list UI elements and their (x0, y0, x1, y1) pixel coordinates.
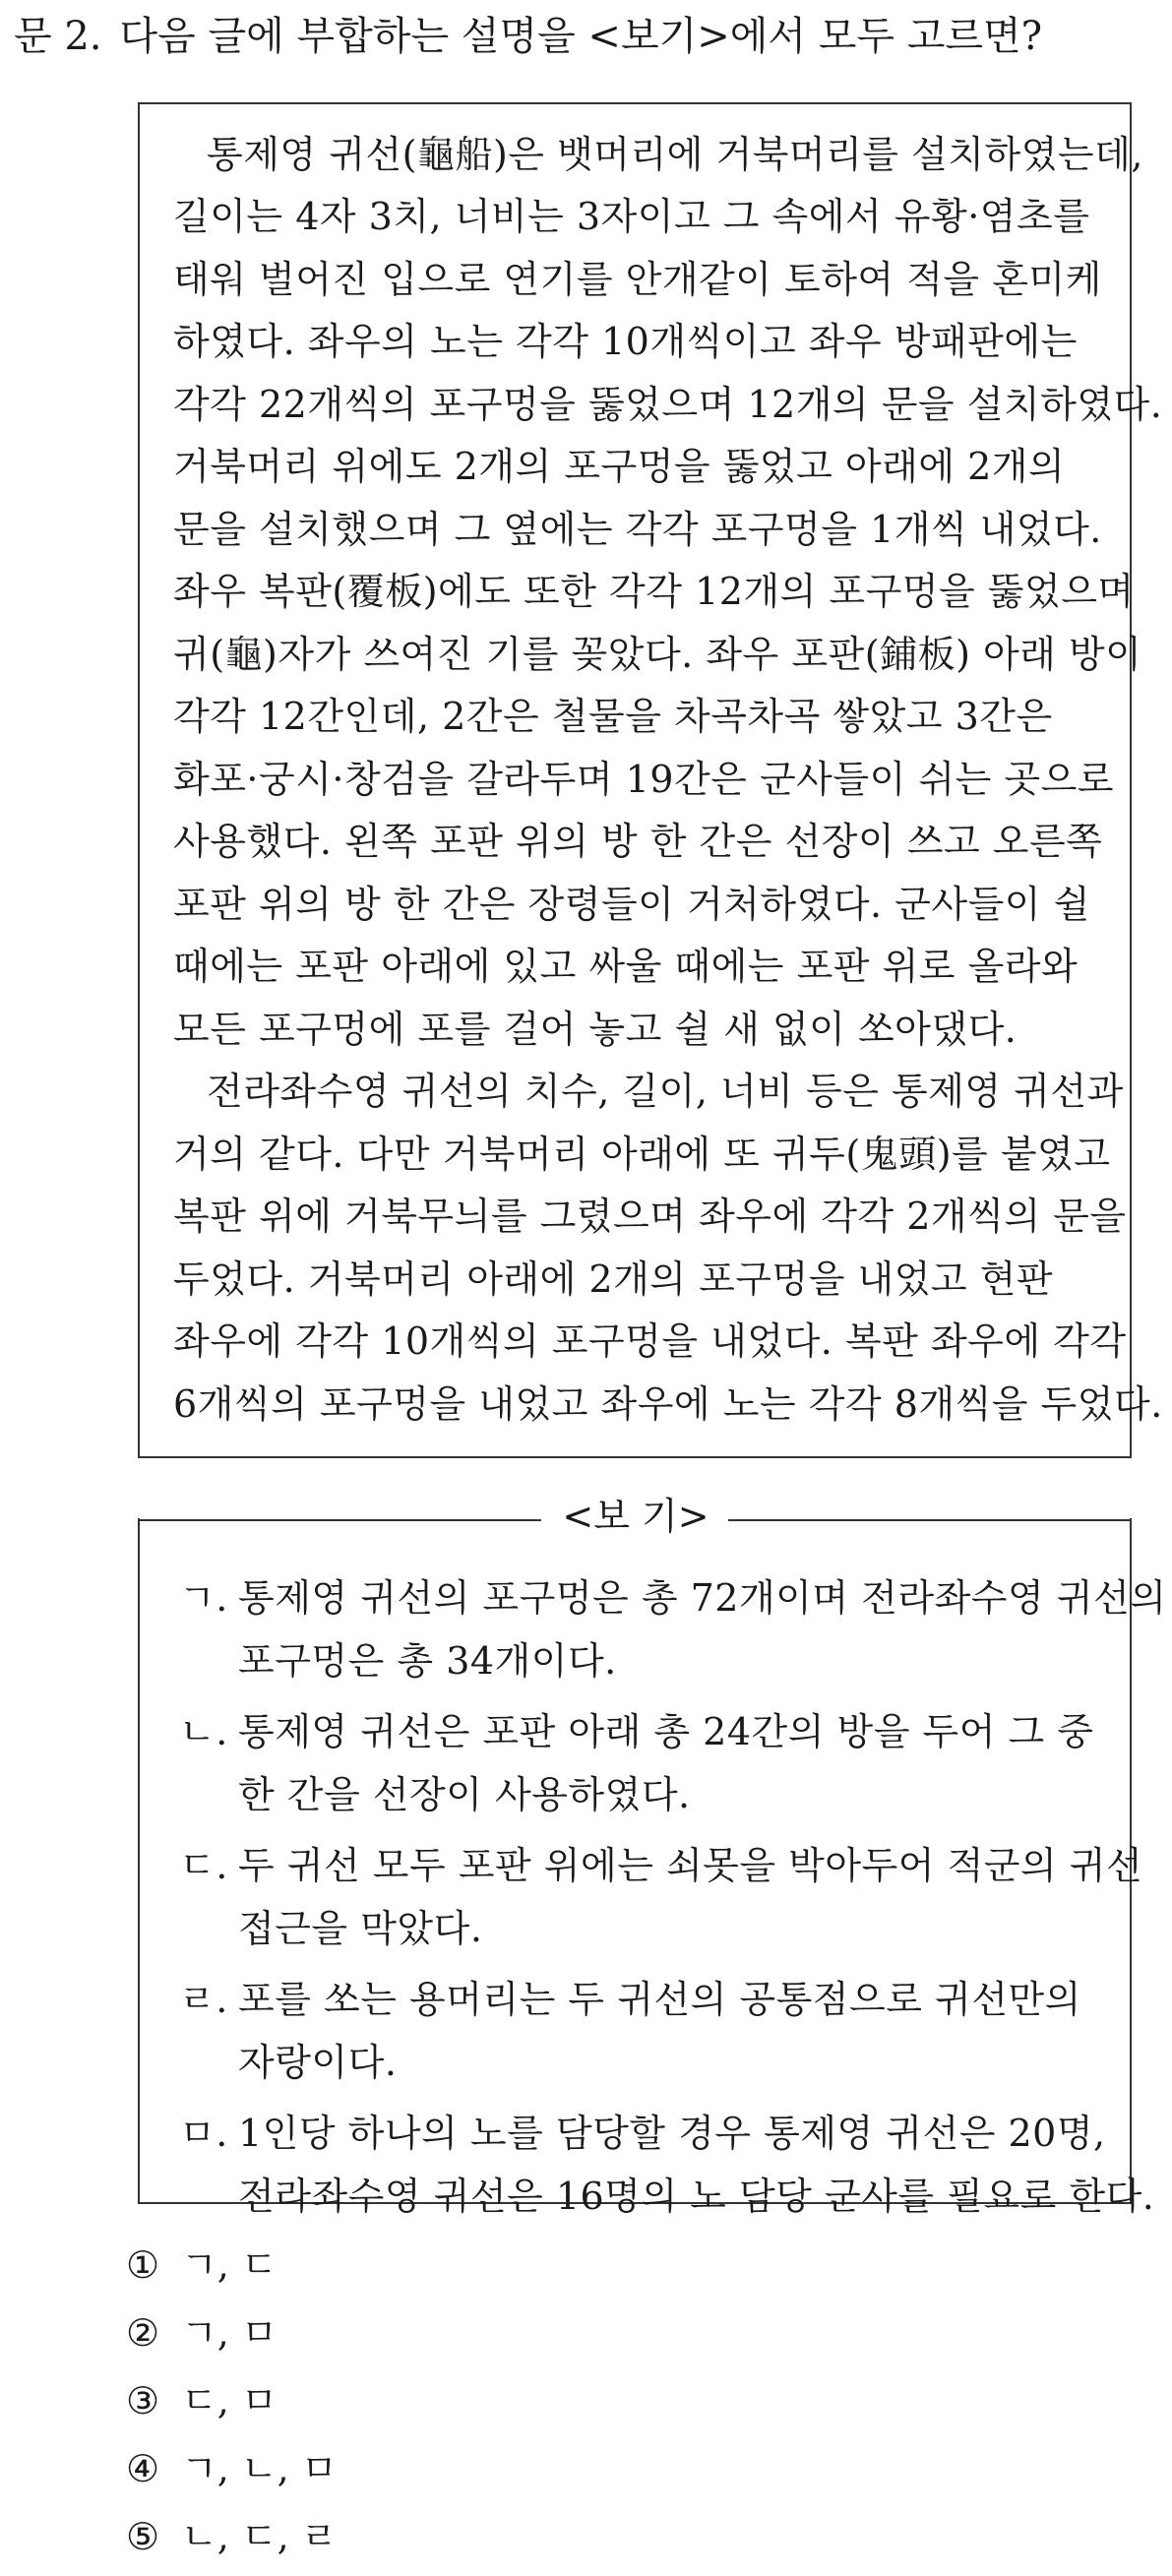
passage-line: 전라좌수영 귀선의 치수, 길이, 너비 등은 통제영 귀선과 (207, 1070, 1124, 1113)
choice-4[interactable] (126, 2438, 338, 2492)
bogi-item-line: 포를 쏘는 용머리는 두 귀선의 공통점으로 귀선만의 (238, 1978, 1081, 2021)
passage-line: 각각 12간인데, 2간은 철물을 차곡차곡 쌓았고 3간은 (173, 695, 1053, 738)
bogi-item-line: 전라좌수영 귀선은 16명의 노 담당 군사를 필요로 한다. (238, 2175, 1155, 2218)
passage-line: 때에는 포판 아래에 있고 싸울 때에는 포판 위로 올라와 (173, 945, 1079, 988)
choice-1[interactable] (126, 2235, 278, 2289)
question-stem (14, 10, 1155, 63)
choice-2[interactable] (126, 2302, 278, 2357)
passage-line: 거북머리 위에도 2개의 포구멍을 뚫었고 아래에 2개의 (173, 445, 1066, 488)
bogi-item-marker: ㄷ. (179, 1844, 228, 1887)
passage-line: 하였다. 좌우의 노는 각각 10개씩이고 좌우 방패판에는 (173, 320, 1078, 363)
choice-5[interactable] (126, 2506, 338, 2560)
bogi-item-line: 두 귀선 모두 포판 위에는 쇠못을 박아두어 적군의 귀선 (238, 1844, 1143, 1887)
choice-text: ㄴ, ㄷ, ㄹ (181, 2515, 338, 2558)
bogi-item-line: 1인당 하나의 노를 담당할 경우 통제영 귀선은 20명, (238, 2112, 1106, 2155)
choice-text: ㄷ, ㅁ (181, 2379, 278, 2423)
passage-line: 문을 설치했으며 그 옆에는 각각 포구멍을 1개씩 내었다. (173, 508, 1102, 551)
passage-line: 거의 같다. 다만 거북머리 아래에 또 귀두(鬼頭)를 붙였고 (173, 1133, 1111, 1176)
passage-line: 좌우 복판(覆板)에도 또한 각각 12개의 포구멍을 뚫었으며 (173, 570, 1135, 613)
question-text: 다음 글에 부합하는 설명을 <보기>에서 모두 고르면? (119, 14, 1043, 59)
passage-line: 두었다. 거북머리 아래에 2개의 포구멍을 내었고 현판 (173, 1257, 1054, 1301)
choice-number: ③ (126, 2379, 160, 2423)
choice-3[interactable] (126, 2370, 278, 2424)
bogi-item-line: 포구멍은 총 34개이다. (238, 1639, 617, 1683)
bogi-item-line: 자랑이다. (238, 2041, 398, 2084)
bogi-item-marker: ㄴ. (179, 1710, 228, 1753)
bogi-item-marker: ㄱ. (179, 1576, 228, 1620)
choice-text: ㄱ, ㄴ, ㅁ (181, 2447, 338, 2490)
passage-line: 길이는 4자 3치, 너비는 3자이고 그 속에서 유황·염초를 (173, 195, 1090, 238)
passage-line: 통제영 귀선(龜船)은 뱃머리에 거북머리를 설치하였는데, (207, 133, 1143, 176)
bogi-item-line: 한 간을 선장이 사용하였다. (238, 1773, 691, 1816)
passage-line: 각각 22개씩의 포구멍을 뚫었으며 12개의 문을 설치하였다. (173, 383, 1163, 426)
passage-line: 태워 벌어진 입으로 연기를 안개같이 토하여 적을 혼미케 (173, 258, 1102, 301)
passage-box (138, 102, 1163, 1458)
choice-text: ㄱ, ㅁ (181, 2311, 278, 2355)
passage-line: 복판 위에 거북무늬를 그렸으며 좌우에 각각 2개씩의 문을 (173, 1195, 1127, 1238)
bogi-item-marker: ㄹ. (179, 1978, 228, 2021)
bogi-item-line: 통제영 귀선의 포구멍은 총 72개이며 전라좌수영 귀선의 (238, 1576, 1167, 1620)
passage-line: 포판 위의 방 한 간은 장령들이 거처하였다. 군사들이 쉴 (173, 883, 1090, 926)
passage-line: 6개씩의 포구멍을 내었고 좌우에 노는 각각 8개씩을 두었다. (173, 1382, 1163, 1426)
bogi-title: <보 기> (562, 1495, 709, 1538)
choice-number: ② (126, 2311, 160, 2355)
passage-line: 귀(龜)자가 쓰여진 기를 꽂았다. 좌우 포판(鋪板) 아래 방이 (173, 633, 1142, 676)
passage-line: 좌우에 각각 10개씩의 포구멍을 내었다. 복판 좌우에 각각 (173, 1319, 1127, 1363)
bogi-item-line: 접근을 막았다. (238, 1907, 483, 1950)
passage-line: 사용했다. 왼쪽 포판 위의 방 한 간은 선장이 쓰고 오른쪽 (173, 820, 1103, 863)
bogi-item-line: 통제영 귀선은 포판 아래 총 24간의 방을 두어 그 중 (238, 1710, 1094, 1753)
passage-line: 모든 포구멍에 포를 걸어 놓고 쉴 새 없이 쏘아댔다. (173, 1008, 1018, 1051)
choice-text: ㄱ, ㄷ (181, 2243, 278, 2287)
question-number: 문 2. (14, 14, 102, 59)
choice-number: ⑤ (126, 2515, 160, 2558)
choice-number: ④ (126, 2447, 160, 2490)
bogi-box (138, 1518, 1167, 2218)
passage-line: 화포·궁시·창검을 갈라두며 19간은 군사들이 쉬는 곳으로 (173, 758, 1114, 801)
bogi-item-marker: ㅁ. (179, 2112, 228, 2155)
choice-number: ① (126, 2243, 160, 2287)
